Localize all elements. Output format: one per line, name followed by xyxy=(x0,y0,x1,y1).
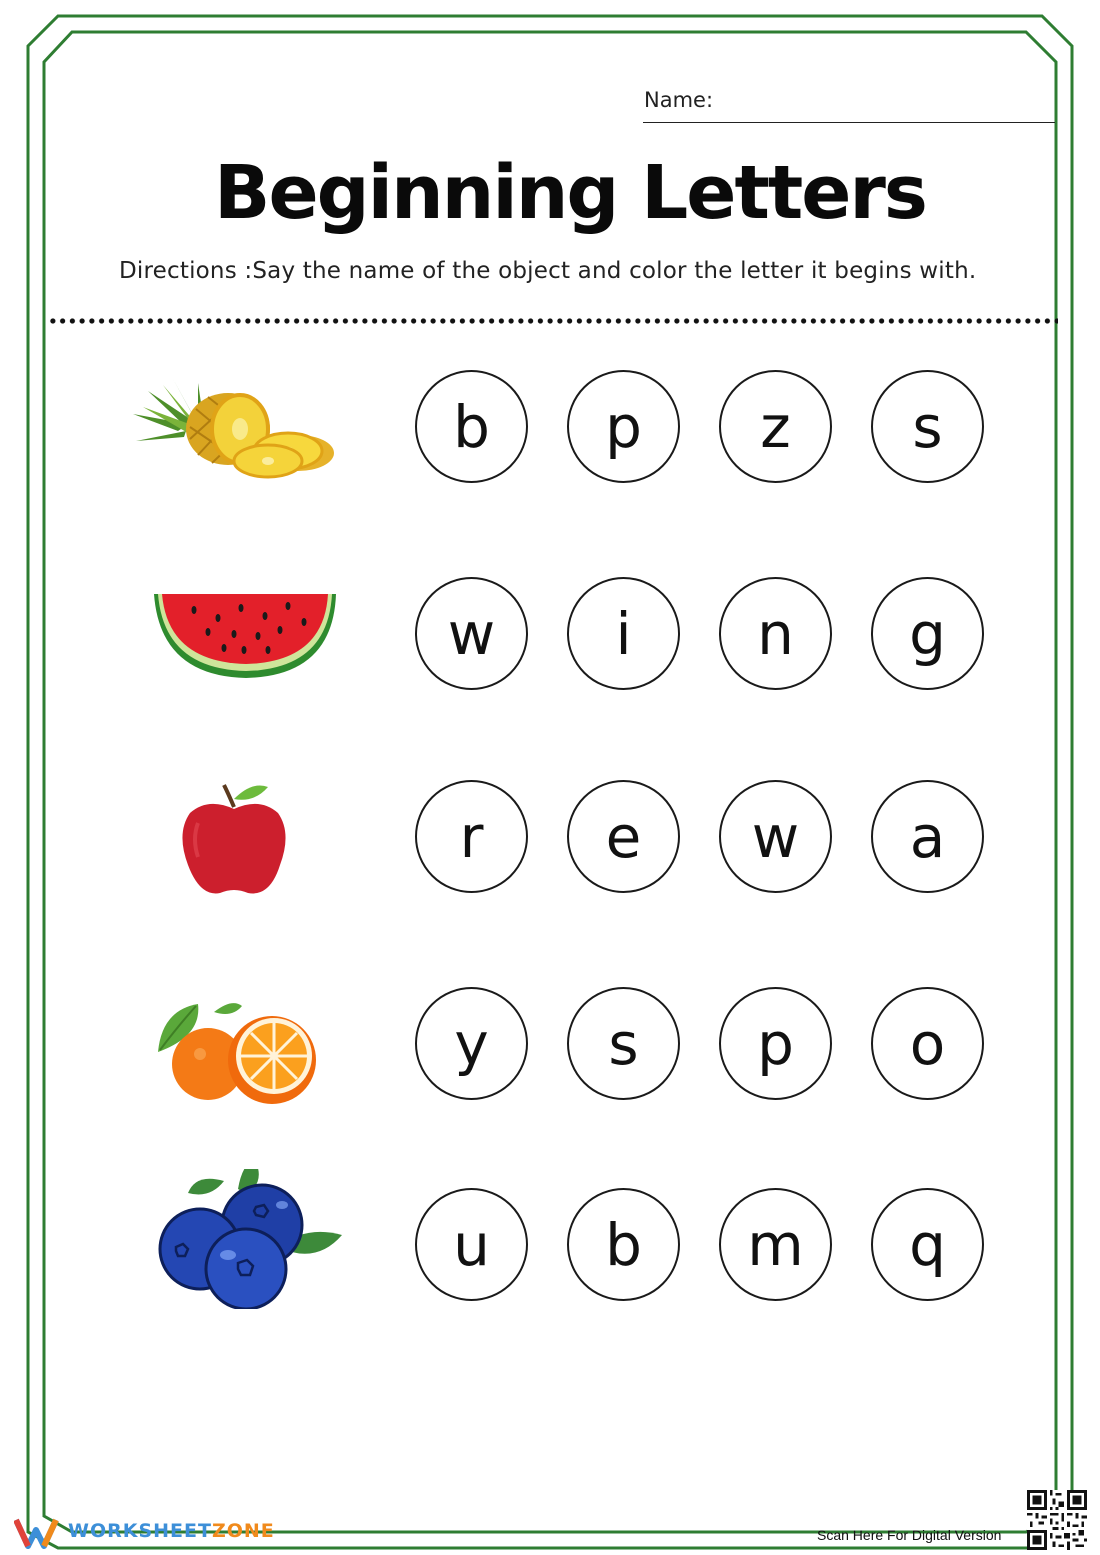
letter-choice[interactable]: q xyxy=(871,1188,984,1301)
exercise-row-apple xyxy=(0,779,1100,899)
qr-code-icon[interactable] xyxy=(1027,1490,1087,1550)
brand-part-2: ZONE xyxy=(211,1520,275,1542)
directions-text: Directions :Say the name of the object and color the letter it begins with. xyxy=(119,258,977,284)
letter-choice[interactable]: n xyxy=(719,577,832,690)
orange-icon xyxy=(128,986,348,1106)
brand-part-1: WORKSHEET xyxy=(68,1520,212,1542)
page-title: Beginning Letters xyxy=(214,150,926,236)
dotted-divider xyxy=(48,317,1058,325)
exercise-row-orange xyxy=(0,986,1100,1106)
letter-choice[interactable]: w xyxy=(415,577,528,690)
letter-choice[interactable]: r xyxy=(415,780,528,893)
letter-choice[interactable]: b xyxy=(415,370,528,483)
letter-choice[interactable]: z xyxy=(719,370,832,483)
letter-choice[interactable]: g xyxy=(871,577,984,690)
letter-choice[interactable]: s xyxy=(871,370,984,483)
letter-choice[interactable]: y xyxy=(415,987,528,1100)
name-field-line[interactable] xyxy=(643,122,1055,123)
worksheetzone-logo-icon xyxy=(14,1512,66,1552)
letter-choice[interactable]: a xyxy=(871,780,984,893)
letter-choice[interactable]: s xyxy=(567,987,680,1100)
scan-caption: Scan Here For Digital Version xyxy=(817,1527,1002,1543)
letter-choice[interactable]: i xyxy=(567,577,680,690)
name-label: Name: xyxy=(644,88,714,112)
letter-choice[interactable]: o xyxy=(871,987,984,1100)
brand-name xyxy=(68,1520,275,1542)
letter-choice[interactable]: m xyxy=(719,1188,832,1301)
letter-choice[interactable]: w xyxy=(719,780,832,893)
exercise-row-watermelon xyxy=(0,576,1100,696)
exercise-row-pineapple xyxy=(0,369,1100,489)
letter-choice[interactable]: p xyxy=(567,370,680,483)
pineapple-icon xyxy=(128,369,348,489)
letter-choice[interactable]: e xyxy=(567,780,680,893)
letter-choice[interactable]: p xyxy=(719,987,832,1100)
letter-choice[interactable]: u xyxy=(415,1188,528,1301)
watermelon-icon xyxy=(128,576,348,696)
letter-choice[interactable]: b xyxy=(567,1188,680,1301)
exercise-row-blueberries xyxy=(0,1187,1100,1307)
blueberries-icon xyxy=(128,1169,348,1309)
apple-icon xyxy=(128,779,348,899)
